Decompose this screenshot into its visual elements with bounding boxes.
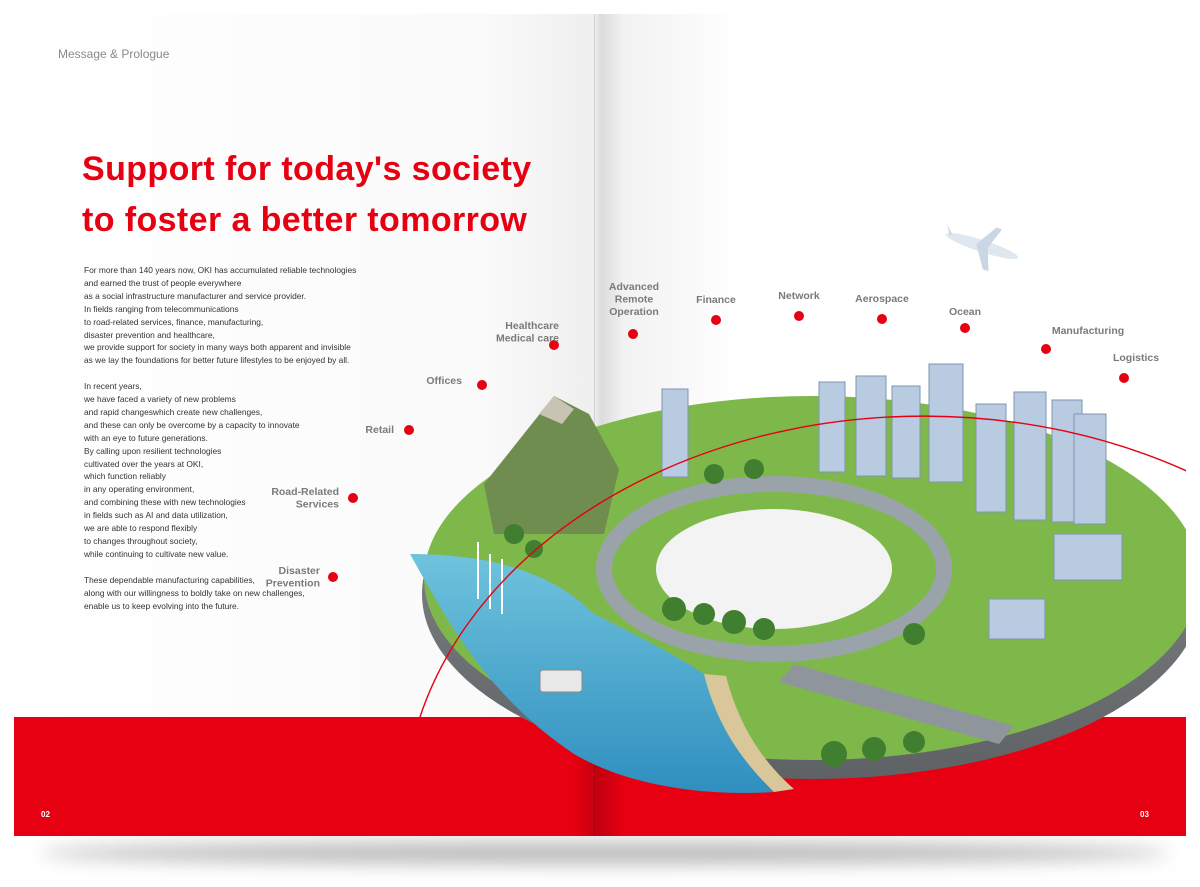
text-line: as we lay the foundations for better future lifestyles to be enjoyed by all. <box>84 355 350 366</box>
text-line: For more than 140 years now, OKI has accumulated reliable technologies <box>84 265 357 275</box>
text-line: to changes throughout society, <box>84 536 198 547</box>
field-label: Manufacturing <box>1051 325 1125 337</box>
text-line: we have faced a variety of new problems <box>84 394 236 405</box>
text-line: In fields ranging from telecommunications <box>84 303 239 314</box>
field-label: Finance <box>696 294 736 306</box>
text-line: These dependable manufacturing capabilities, <box>84 574 255 585</box>
text-line: enable us to keep evolving into the future. <box>84 600 240 611</box>
text-line: in fields such as AI and data utilization, <box>84 510 228 521</box>
section-label: Message & Prologue <box>58 47 170 61</box>
text-line: to road-related services, finance, manufacturing, <box>84 316 264 327</box>
text-line: as a social infrastructure manufacturer and service provider. <box>84 290 307 301</box>
text-line: and rapid changeswhich create new challenges, <box>84 406 263 417</box>
field-dot <box>1119 373 1129 383</box>
field-dot <box>794 311 804 321</box>
text-line: we are able to respond flexibly <box>84 523 198 534</box>
text-line: By calling upon resilient technologies <box>84 445 222 456</box>
text-line: and earned the trust of people everywhere <box>84 277 242 288</box>
text-line: and combining these with new technologies <box>84 497 246 508</box>
field-dot <box>477 380 487 390</box>
field-label: Healthcare Medical care <box>495 320 559 345</box>
field-label: Aerospace <box>855 293 909 305</box>
field-dot <box>1041 344 1051 354</box>
text-line: along with our willingness to boldly take on new challenges, <box>84 587 305 598</box>
text-line: and these can only be overcome by a capacity to innovate <box>84 419 300 430</box>
brochure-spread <box>14 14 1186 836</box>
book-shadow <box>40 842 1170 864</box>
text-line: in any operating environment, <box>84 484 195 495</box>
field-dot <box>877 314 887 324</box>
text-line: cultivated over the years at OKI, <box>84 458 204 469</box>
field-dot <box>711 315 721 325</box>
text-line: In recent years, <box>84 381 142 392</box>
page-number-left: 02 <box>41 810 50 819</box>
field-dot <box>960 323 970 333</box>
field-label: Ocean <box>948 306 982 318</box>
field-label: Network <box>778 290 820 302</box>
island-hole <box>656 509 892 629</box>
airplane-icon <box>937 213 1025 279</box>
headline-line-2: to foster a better tomorrow <box>82 201 528 239</box>
field-label: Offices <box>426 375 462 387</box>
text-line: which function reliably <box>84 471 166 482</box>
field-label: Road-Related Services <box>271 486 339 511</box>
headline-line-1: Support for today's society <box>82 150 532 188</box>
page-number-right: 03 <box>1140 810 1149 819</box>
field-dot <box>328 572 338 582</box>
field-label: Advanced Remote Operation <box>608 281 660 318</box>
illustration <box>14 14 1186 836</box>
field-dot <box>404 425 414 435</box>
ferry <box>540 670 582 692</box>
text-line: while continuing to cultivate new value. <box>84 548 229 559</box>
field-dot <box>348 493 358 503</box>
text-line: disaster prevention and healthcare, <box>84 329 215 340</box>
text-line: with an eye to future generations. <box>84 432 208 443</box>
text-line: we provide support for society in many ways both apparent and invisible <box>84 342 351 353</box>
field-label: Logistics <box>1112 352 1160 364</box>
field-label: Retail <box>365 424 394 436</box>
field-dot <box>628 329 638 339</box>
field-label: Disaster Prevention <box>265 565 320 590</box>
